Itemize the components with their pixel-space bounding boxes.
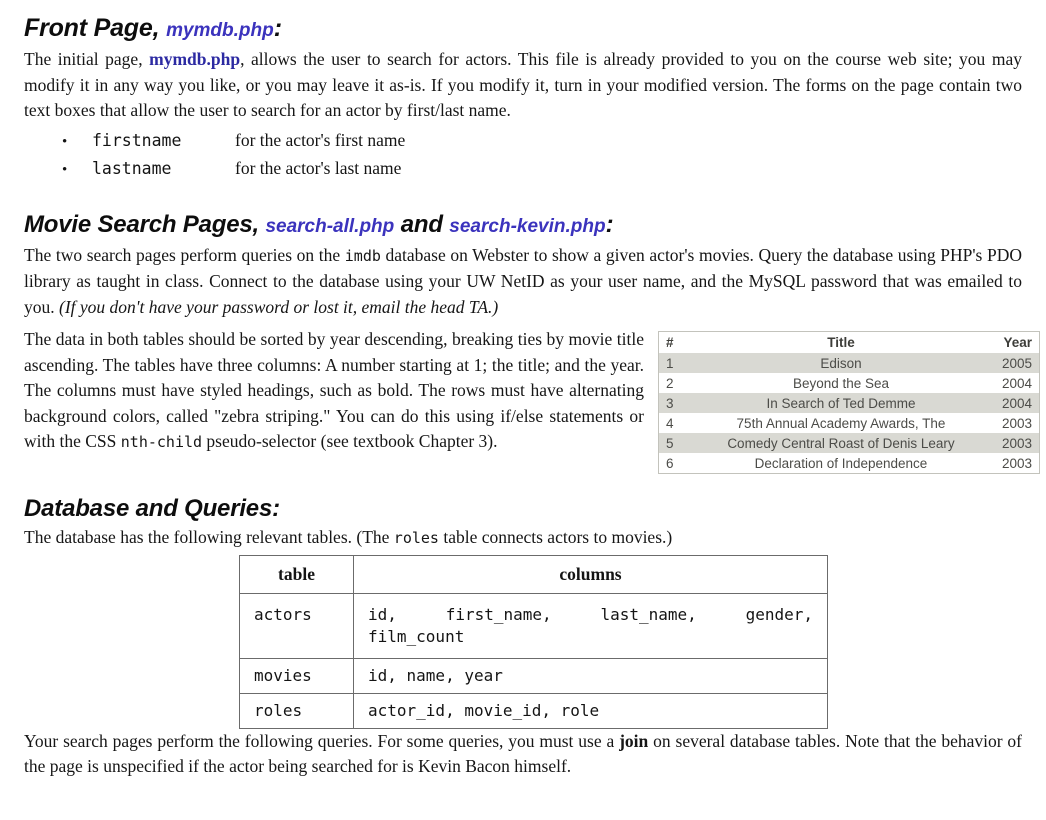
- imdb-code: imdb: [344, 246, 381, 265]
- paragraph-queries: [24, 729, 1022, 780]
- heading-movie-search-colon: :: [605, 210, 614, 238]
- movie-cell: Beyond the Sea: [792, 375, 890, 391]
- movie-cell: 2004: [1001, 375, 1032, 391]
- db-cell-table-roles: roles: [240, 693, 354, 728]
- p5-pre: Your search pages perform the following queries. For some queries, you must use a: [24, 730, 620, 751]
- bullet-icon: •: [62, 161, 68, 178]
- p2-mid: database on Webster to show a given actor's movies. Query the database using PHP's PDO library as taught in class. Connect to the database using your UW NetID as your user name, and the MySQL password that was emailed to you.: [24, 244, 1022, 317]
- movie-cell: 2003: [1001, 415, 1032, 431]
- p1-post: , allows the user to search for actors. This file is already provided to you on the course web site; you may modify it in any way you like, or you may leave it as-is. If you modify it, turn in your modified version. The forms on the page contain two text boxes that allow the user to search for an actor by first/last name.: [24, 49, 1022, 120]
- db-cell-table-movies: movies: [240, 658, 354, 693]
- paragraph-database: [24, 525, 1022, 552]
- bullet-desc-lastname: for the actor's last name: [235, 157, 402, 178]
- table-row: [659, 413, 1040, 433]
- movie-cell: In Search of Ted Demme: [766, 395, 916, 411]
- heading-search-all-file: search-all.php: [265, 215, 395, 237]
- movie-cell: 2005: [1001, 355, 1032, 371]
- heading-front-page: [24, 12, 1022, 47]
- bullet-desc-firstname: for the actor's first name: [235, 129, 406, 150]
- db-cell-columns-roles: actor_id, movie_id, role: [354, 693, 828, 728]
- bullet-term-firstname: firstname: [92, 130, 182, 150]
- sorting-section: [24, 327, 1032, 480]
- list-item: [62, 155, 1022, 183]
- paragraph-front-page: [24, 47, 1022, 124]
- table-row: [240, 593, 828, 658]
- movie-cell: 2: [666, 375, 674, 391]
- movie-cell: 1: [666, 355, 674, 371]
- p2-pre: The two search pages perform queries on the: [24, 244, 345, 265]
- movie-cell: Edison: [820, 355, 862, 371]
- table-row: [240, 693, 828, 728]
- heading-movie-search-pages: [24, 209, 1022, 243]
- movie-cell: 2003: [1001, 455, 1032, 471]
- p4-pre: The database has the following relevant tables. (The: [24, 527, 394, 547]
- p2-password-note: (If you don't have your password or lost it, email the head TA.): [59, 296, 499, 317]
- movie-cell: Comedy Central Roast of Denis Leary: [727, 435, 955, 451]
- db-table-header-row: [240, 555, 828, 593]
- movie-cell: 6: [666, 455, 674, 471]
- p3-pre: The data in both tables should be sorted by year descending, breaking ties by movie title ascending. The tables have three columns: A number starting at 1; the title; and the year. The columns must have styled headings, such as bold. The rows must have alternating background colors, called "zebra striping." You can do this using if/else statements or with the CSS: [24, 329, 644, 451]
- table-row: [659, 353, 1040, 373]
- heading-front-page-colon: :: [273, 14, 282, 42]
- join-keyword: join: [619, 730, 649, 751]
- movie-table-header-row: [659, 332, 1040, 354]
- mymdb-php-link[interactable]: mymdb.php: [149, 49, 241, 69]
- paragraph-search-pages: [24, 243, 1022, 321]
- form-fields-bullet-list: [62, 127, 1022, 183]
- heading-database-title: Database and Queries:: [24, 495, 280, 522]
- db-cell-columns-movies: id, name, year: [354, 658, 828, 693]
- movie-cell: 2003: [1001, 435, 1032, 451]
- movie-cell: 2004: [1001, 395, 1032, 411]
- movie-cell: 75th Annual Academy Awards, The: [736, 415, 946, 431]
- roles-code: roles: [393, 529, 439, 547]
- p3-post: pseudo-selector (see textbook Chapter 3).: [202, 431, 498, 451]
- database-schema-table: [239, 555, 828, 729]
- db-cell-columns-actors: [354, 593, 828, 658]
- db-col-columns-header: columns: [354, 555, 828, 593]
- table-row: [659, 393, 1040, 413]
- actors-columns-line1: id, first_name, last_name, gender,: [368, 604, 813, 624]
- list-item: [62, 127, 1022, 155]
- movie-cell: 3: [666, 395, 674, 411]
- bullet-term-lastname: lastname: [92, 158, 172, 178]
- actors-columns-line2: film_count: [368, 626, 465, 646]
- heading-front-page-file: mymdb.php: [166, 20, 274, 41]
- movie-col-number-header: #: [666, 335, 674, 350]
- heading-search-kevin-file: search-kevin.php: [449, 215, 606, 237]
- heading-database-queries: [24, 493, 1022, 525]
- heading-front-page-title: Front Page,: [24, 14, 167, 42]
- movie-results-table: [658, 331, 1040, 474]
- table-row: [659, 433, 1040, 453]
- movie-cell: 4: [666, 415, 674, 431]
- table-row: [240, 658, 828, 693]
- movie-cell: Declaration of Independence: [754, 455, 928, 471]
- table-row: [659, 373, 1040, 393]
- heading-movie-search-and: and: [394, 210, 450, 238]
- db-col-table-header: table: [240, 555, 354, 593]
- bullet-icon: •: [62, 133, 68, 150]
- p4-post: table connects actors to movies.): [438, 527, 673, 547]
- movie-cell: 5: [666, 435, 674, 451]
- movie-col-year-header: Year: [1003, 335, 1032, 350]
- movie-col-title-header: Title: [827, 335, 855, 350]
- nth-child-code: nth-child: [120, 433, 203, 451]
- db-cell-table-actors: actors: [240, 593, 354, 658]
- heading-movie-search-title: Movie Search Pages,: [24, 210, 266, 238]
- p1-pre: The initial page,: [24, 49, 150, 69]
- p5-post: on several database tables. Note that the behavior of the page is unspecified if the actor being searched for is Kevin Bacon himself.: [24, 730, 1022, 776]
- table-row: [659, 453, 1040, 474]
